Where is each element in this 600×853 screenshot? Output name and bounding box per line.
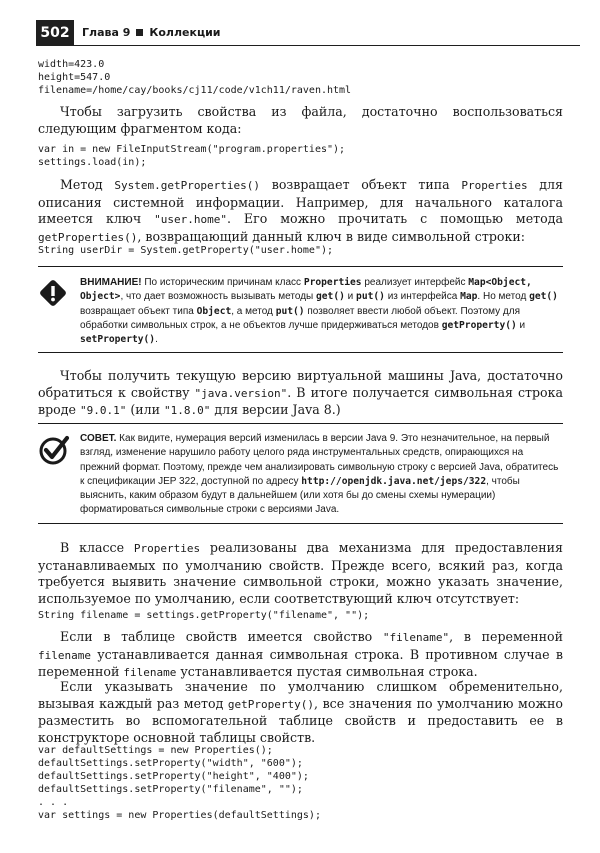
- square-bullet-icon: [136, 29, 143, 36]
- tip-top-rule: [38, 423, 563, 424]
- page-header: [36, 20, 580, 46]
- checkmark-circle-icon: [38, 434, 70, 466]
- paragraph-defaults: В классе Properties реализованы два механизма для предоставления устанавливаемых по умолчанию свойств. Прежде всего, всякий раз, когда требуется выявить значение символьной строки, можно указать значение, используемое по умолчанию, если соответствующий ключ отсутствует:: [38, 540, 563, 606]
- tip-note: СОВЕТ. Как видите, нумерация версий изменилась в версии Java 9. Это незначительное, на первый взгляд, изменение нарушило работу целого ряда инструментальных средств, опирающихся на прежний формат. Поэтому, прежде чем анализировать символьную строку с версией Java, обратитесь к спецификации JEP 322, доступной по адресу http://openjdk.java.net/jeps/322, чтобы выяснить, каким образом будут в дальнейшем (или хотя бы до смены схемы нумерации) форматироваться символьные строки с версиями Java.: [80, 433, 559, 516]
- code-line: filename=/home/cay/books/cj11/code/v1ch11/raven.html: [38, 85, 352, 96]
- section-label: Коллекции: [149, 26, 221, 39]
- paragraph-filename: Если в таблице свойств имеется свойство "filename", в переменной filename устанавливается данная символьная строка. В противном случае в переменной filename устанавливается пустая символьная строка.: [38, 629, 563, 679]
- code-line: var defaultSettings = new Properties();: [38, 745, 273, 756]
- page-number: 502: [36, 20, 74, 46]
- paragraph-load: Чтобы загрузить свойства из файла, достаточно воспользоваться следующим фрагментом кода:: [38, 104, 563, 136]
- code-line: var in = new FileInputStream("program.properties");: [38, 144, 346, 155]
- code-line: var settings = new Properties(defaultSettings);: [38, 810, 321, 821]
- code-line: settings.load(in);: [38, 157, 147, 168]
- warning-note: ВНИМАНИЕ! По историческим причинам класс Properties реализует интерфейс Map<Object, Object>, что дает возможность вызывать методы get() и put() из интерфейса Map. Но метод get() возвращает объект типа Object, а метод put() позволяет ввести любой объект. Поэтому для обработки символьных строк, а не объектов лучше придерживаться методов getProperty() и setProperty().: [80, 277, 558, 346]
- code-block-load: [38, 143, 345, 169]
- warning-top-rule: [38, 266, 563, 267]
- paragraph-default-table: Если указывать значение по умолчанию слишком обременительно, вызывая каждый раз метод getProperty(), все значения по умолчанию можно разместить во вспомогательной таблице свойств и предоставить ее в конструкторе основной таблицы свойств.: [38, 679, 563, 745]
- running-head: [82, 20, 221, 46]
- code-line: width=423.0: [38, 59, 105, 70]
- code-block-defaults: [38, 744, 321, 822]
- chapter-label: Глава 9: [82, 26, 131, 39]
- warning-diamond-icon: [38, 278, 68, 308]
- paragraph-java-version: Чтобы получить текущую версию виртуальной машины Java, достаточно обратиться к свойству "java.version". В итоге получается символьная строка вроде "9.0.1" (или "1.8.0" для версии Java 8.): [38, 368, 564, 417]
- code-block-properties-output: [38, 58, 351, 97]
- code-line-userdir: String userDir = System.getProperty("user.home");: [38, 245, 334, 256]
- code-line: height=547.0: [38, 72, 111, 83]
- code-line: defaultSettings.setProperty("height", "400");: [38, 771, 309, 782]
- header-rule: [36, 45, 580, 46]
- code-line: . . .: [38, 797, 69, 808]
- tip-bottom-rule: [38, 523, 563, 524]
- code-line: defaultSettings.setProperty("width", "600");: [38, 758, 303, 769]
- code-line-filename: String filename = settings.getProperty("filename", "");: [38, 610, 370, 621]
- code-line: defaultSettings.setProperty("filename", "");: [38, 784, 303, 795]
- warning-bottom-rule: [38, 352, 563, 353]
- paragraph-system-properties: Метод System.getProperties() возвращает объект типа Properties для описания системной информации. Например, для начального каталога имеется ключ "user.home". Его можно прочитать с помощью метода getProperties(), возвращающий данный ключ в виде символьной строки:: [38, 177, 563, 244]
